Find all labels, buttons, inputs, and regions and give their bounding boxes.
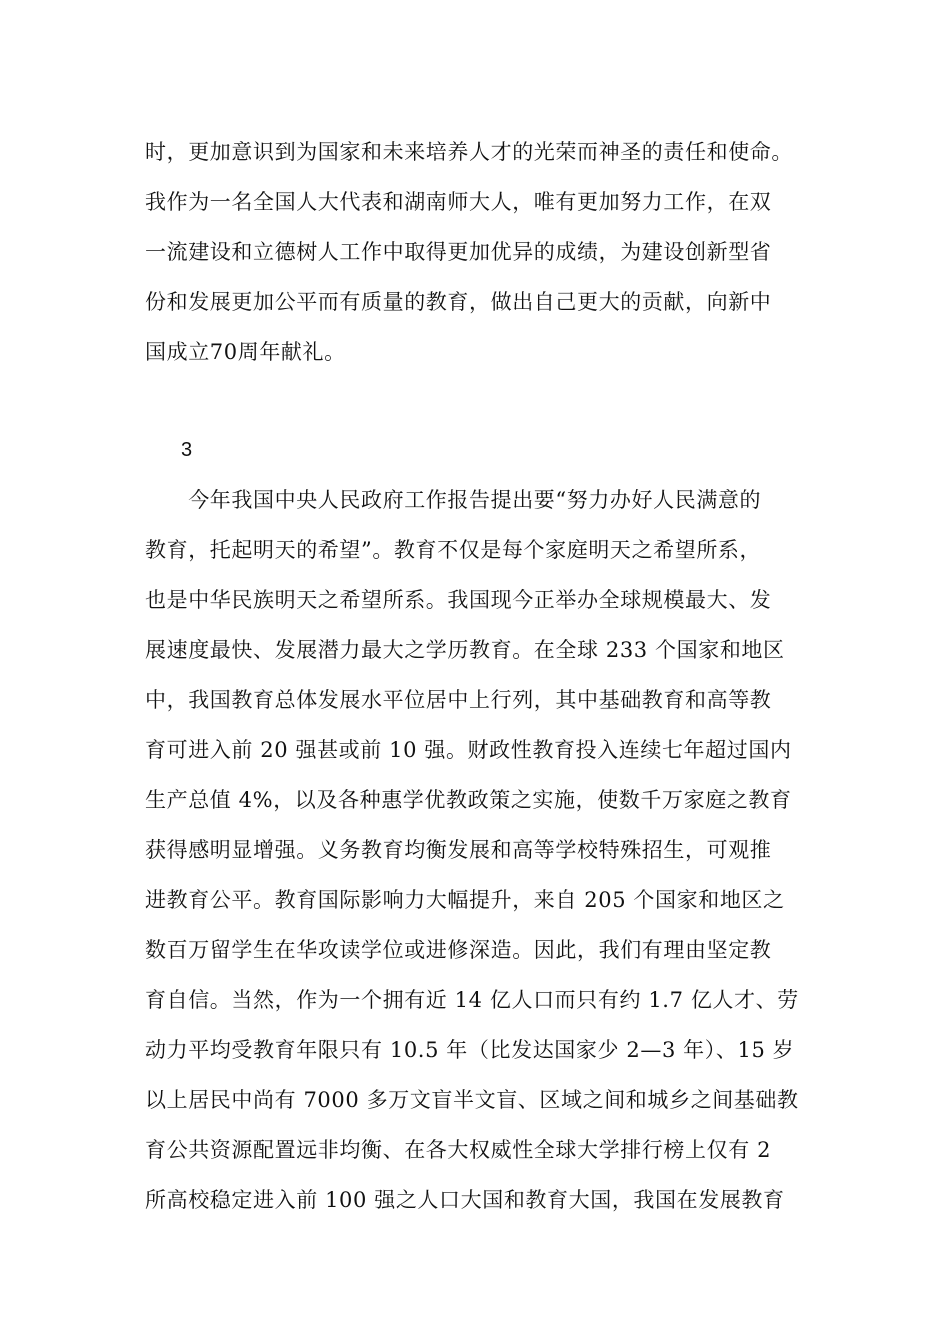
- section-number: 3: [181, 439, 193, 461]
- paragraph-2-line-7: 生产总值 4%，以及各种惠学优教政策之实施，使数千万家庭之教育: [145, 788, 792, 812]
- paragraph-2-line-4: 展速度最快、发展潜力最大之学历教育。在全球 233 个国家和地区: [145, 638, 785, 662]
- paragraph-2-line-5: 中，我国教育总体发展水平位居中上行列，其中基础教育和高等教: [145, 688, 772, 712]
- paragraph-2-line-3: 也是中华民族明天之希望所系。我国现今正举办全球规模最大、发: [145, 588, 772, 612]
- paragraph-1-line-5: 国成立70周年献礼。: [145, 340, 346, 364]
- paragraph-2-line-1: 今年我国中央人民政府工作报告提出要“努力办好人民满意的: [145, 488, 762, 512]
- paragraph-2-line-14: 育公共资源配置远非均衡、在各大权威性全球大学排行榜上仅有 2: [145, 1138, 772, 1162]
- paragraph-2-line-10: 数百万留学生在华攻读学位或进修深造。因此，我们有理由坚定教: [145, 938, 772, 962]
- paragraph-1-line-2: 我作为一名全国人大代表和湖南师大人，唯有更加努力工作，在双: [145, 190, 772, 214]
- paragraph-2-line-13: 以上居民中尚有 7000 多万文盲半文盲、区域之间和城乡之间基础教: [145, 1088, 799, 1112]
- paragraph-2-line-6: 育可进入前 20 强甚或前 10 强。财政性教育投入连续七年超过国内: [145, 738, 792, 762]
- paragraph-2-line-9: 进教育公平。教育国际影响力大幅提升，来自 205 个国家和地区之: [145, 888, 785, 912]
- paragraph-2-line-8: 获得感明显增强。义务教育均衡发展和高等学校特殊招生，可观推: [145, 838, 772, 862]
- paragraph-1-line-1: 时，更加意识到为国家和未来培养人才的光荣而神圣的责任和使命。: [145, 140, 793, 164]
- paragraph-1-line-4: 份和发展更加公平而有质量的教育，做出自己更大的贡献，向新中: [145, 290, 772, 314]
- paragraph-2-line-12: 动力平均受教育年限只有 10.5 年（比发达国家少 2—3 年）、15 岁: [145, 1038, 795, 1062]
- paragraph-1-line-3: 一流建设和立德树人工作中取得更加优异的成绩，为建设创新型省: [145, 240, 772, 264]
- paragraph-2-line-15: 所高校稳定进入前 100 强之人口大国和教育大国，我国在发展教育: [145, 1188, 785, 1212]
- paragraph-2-line-11: 育自信。当然，作为一个拥有近 14 亿人口而只有约 1.7 亿人才、劳: [145, 988, 799, 1012]
- paragraph-2-line-2: 教育，托起明天的希望”。教育不仅是每个家庭明天之希望所系，: [145, 538, 762, 562]
